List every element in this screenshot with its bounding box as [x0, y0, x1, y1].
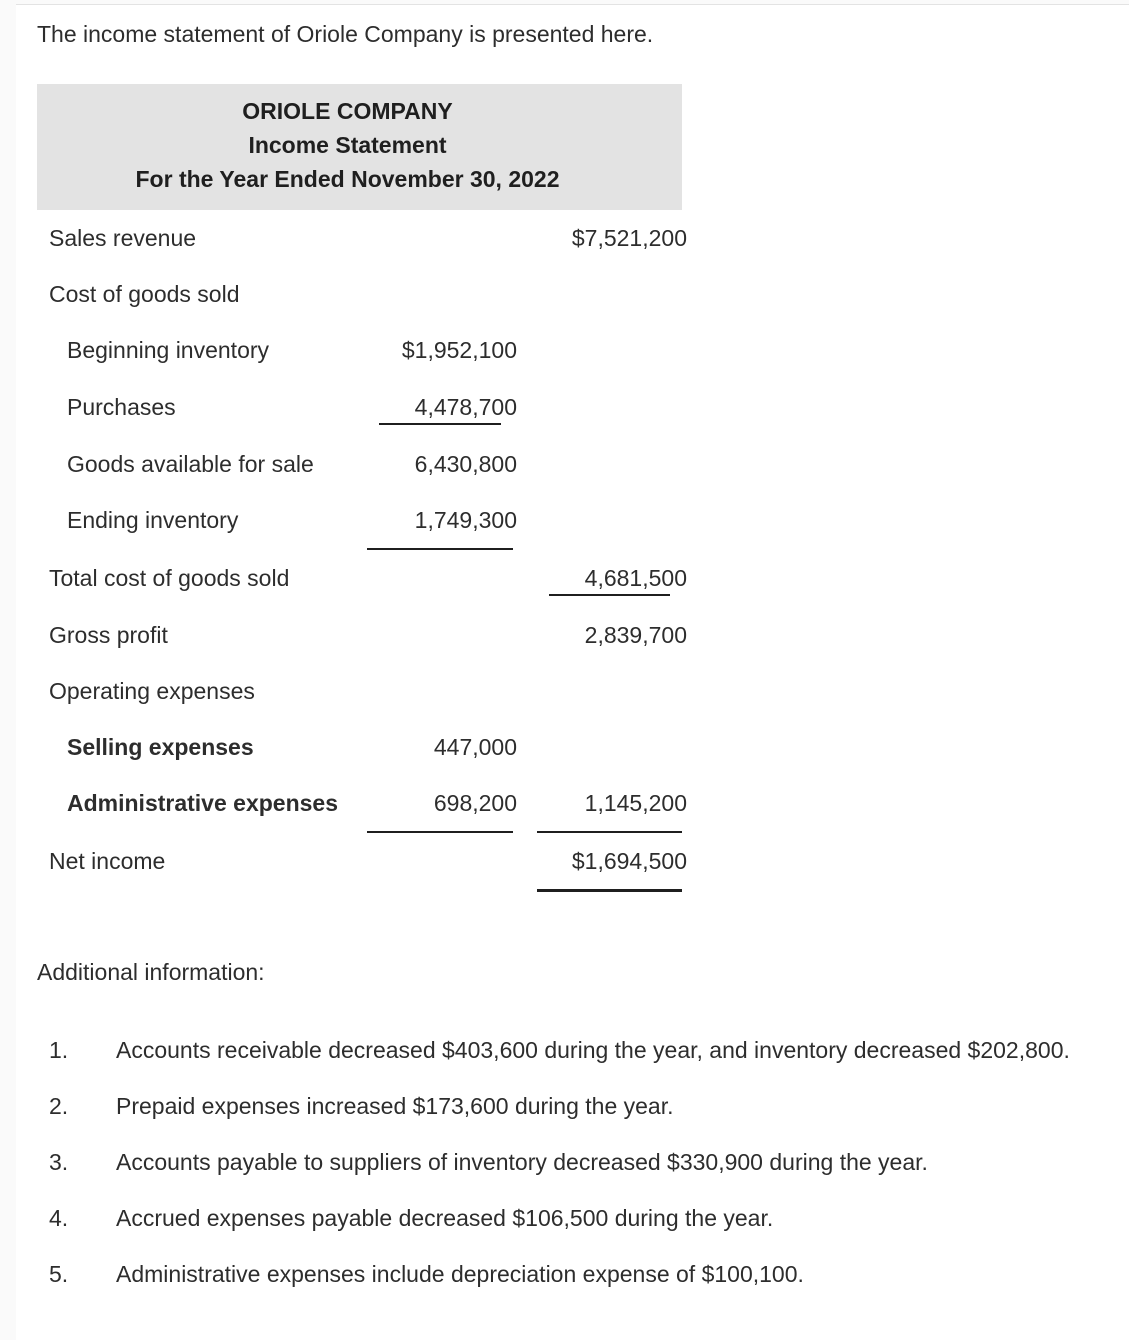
sales-revenue-total: $7,521,200	[571, 225, 687, 251]
goods-available-label: Goods available for sale	[67, 451, 314, 477]
list-item-number: 4.	[49, 1205, 69, 1231]
total-cogs-total: 4,681,500	[584, 565, 687, 591]
beginning-inventory-label: Beginning inventory	[67, 337, 270, 363]
list-item-number: 2.	[49, 1093, 69, 1119]
statement-header	[37, 84, 682, 210]
list-item-number: 5.	[49, 1261, 69, 1287]
administrative-expenses-amount: 698,200	[433, 790, 517, 816]
gross-profit-total: 2,839,700	[584, 622, 687, 648]
opex-heading: Operating expenses	[49, 678, 255, 704]
operating-expenses-total: 1,145,200	[584, 790, 687, 816]
opex-total-underline	[537, 831, 682, 833]
sales-revenue-label: Sales revenue	[49, 225, 197, 251]
total-cogs-underline	[549, 594, 670, 596]
list-item: Prepaid expenses increased $173,600 during the year.	[116, 1093, 674, 1119]
page	[16, 4, 1129, 1340]
purchases-label: Purchases	[67, 394, 176, 420]
intro-text: The income statement of Oriole Company is presented here.	[37, 21, 654, 47]
company-name: ORIOLE COMPANY	[242, 98, 453, 124]
list-item: Accrued expenses payable decreased $106,500 during the year.	[116, 1205, 774, 1231]
administrative-expenses-label: Administrative expenses	[67, 790, 339, 816]
total-cogs-label: Total cost of goods sold	[49, 565, 290, 591]
list-item-number: 3.	[49, 1149, 69, 1175]
ending-inventory-underline	[367, 548, 513, 550]
statement-period: For the Year Ended November 30, 2022	[135, 166, 560, 192]
additional-info-title: Additional information:	[37, 959, 265, 985]
selling-expenses-amount: 447,000	[433, 734, 517, 760]
net-income-label: Net income	[49, 848, 166, 874]
statement-title: Income Statement	[248, 132, 447, 158]
purchases-amount: 4,478,700	[414, 394, 517, 420]
purchases-underline	[379, 423, 501, 425]
list-item: Administrative expenses include depreciation expense of $100,100.	[116, 1261, 804, 1287]
cogs-heading: Cost of goods sold	[49, 281, 240, 307]
gross-profit-label: Gross profit	[49, 622, 168, 648]
net-income-double-underline	[537, 889, 682, 892]
selling-expenses-label: Selling expenses	[67, 734, 254, 760]
beginning-inventory-amount: $1,952,100	[401, 337, 517, 363]
admin-amount-underline	[367, 831, 513, 833]
ending-inventory-label: Ending inventory	[67, 507, 239, 533]
ending-inventory-amount: 1,749,300	[414, 507, 517, 533]
list-item: Accounts receivable decreased $403,600 during the year, and inventory decreased $202,800.	[116, 1037, 1070, 1063]
list-item: Accounts payable to suppliers of inventory decreased $330,900 during the year.	[116, 1149, 928, 1175]
net-income-total: $1,694,500	[571, 848, 687, 874]
goods-available-amount: 6,430,800	[414, 451, 517, 477]
list-item-number: 1.	[49, 1037, 69, 1063]
